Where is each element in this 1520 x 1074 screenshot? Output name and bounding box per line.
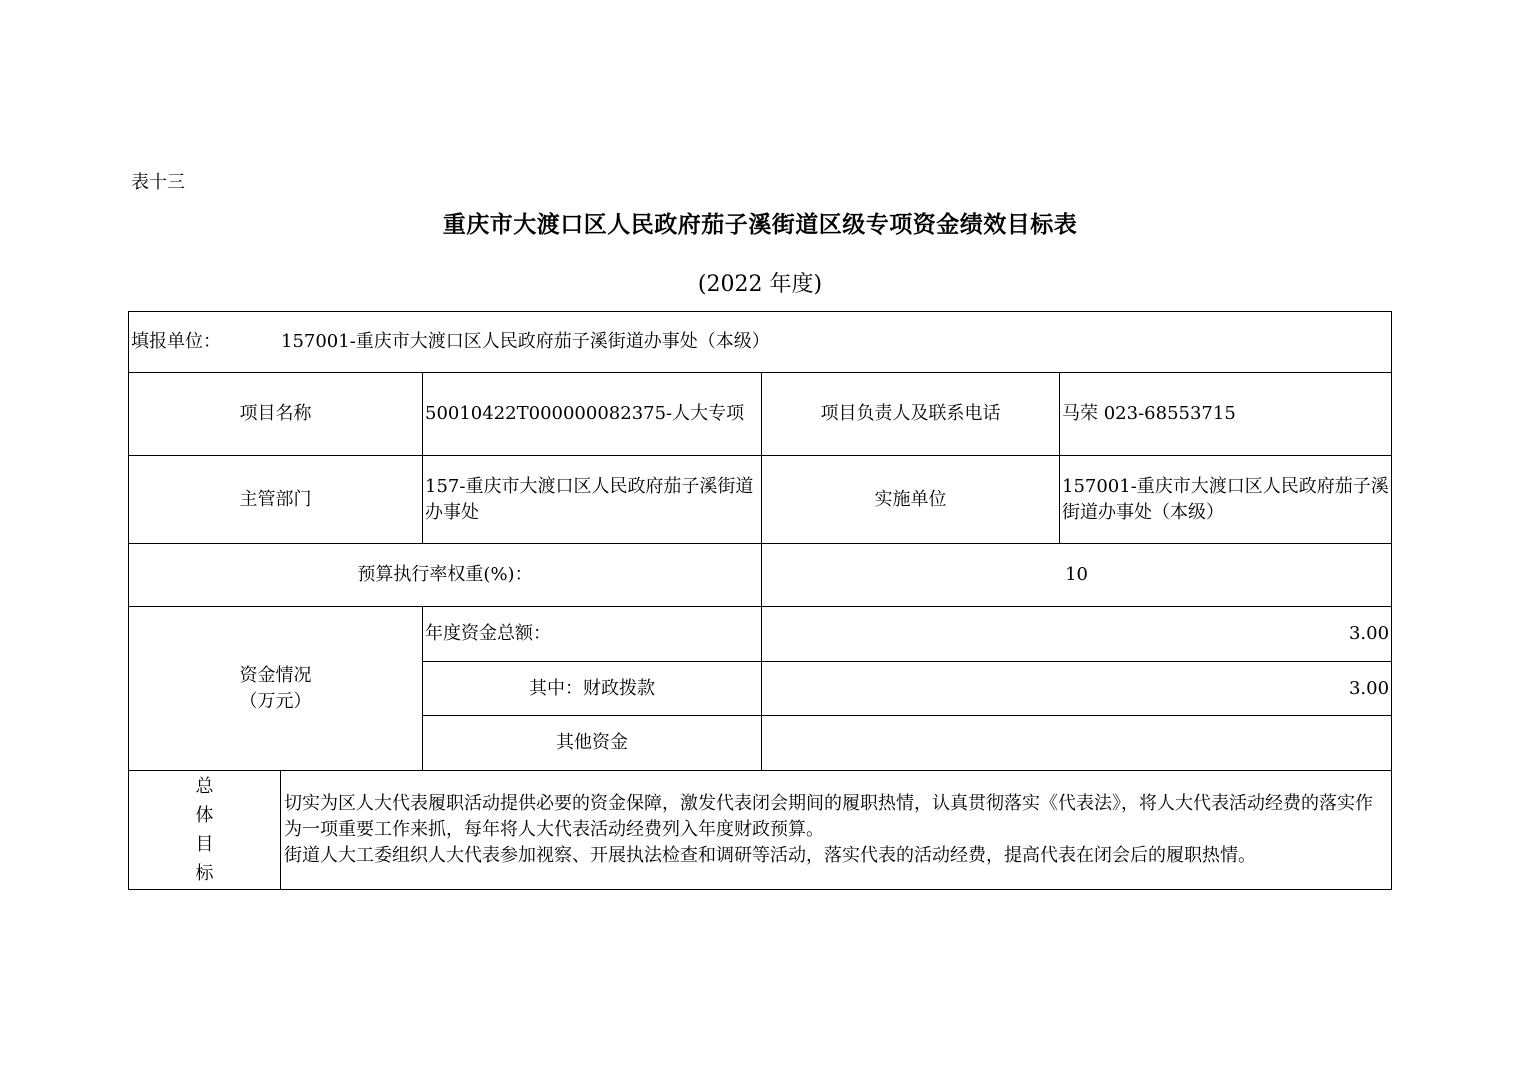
- impl-unit-value: 157001-重庆市大渡口区人民政府茄子溪街道办事处（本级）: [1060, 456, 1392, 544]
- dept-label: 主管部门: [129, 456, 423, 544]
- document-title: 重庆市大渡口区人民政府茄子溪街道区级专项资金绩效目标表: [442, 212, 1078, 238]
- other-funds-label: 其他资金: [423, 716, 762, 771]
- goal-label-char: 体: [195, 805, 214, 826]
- reporting-unit-value: 157001-重庆市大渡口区人民政府茄子溪街道办事处（本级）: [281, 331, 770, 352]
- reporting-unit-row: [129, 312, 1392, 373]
- project-row: [129, 373, 1392, 456]
- performance-goal-table: [128, 311, 1392, 890]
- annual-total-value: 3.00: [762, 607, 1392, 662]
- annual-total-row: [129, 607, 1392, 662]
- goal-paragraph-2: 街道人大工委组织人大代表参加视察、开展执法检查和调研等活动，落实代表的活动经费，提高代表在闭会后的履职热情。: [284, 845, 1256, 866]
- funds-label-line1: 资金情况: [239, 664, 312, 686]
- budget-weight-value: 10: [762, 544, 1392, 607]
- department-row: [129, 456, 1392, 544]
- project-name-value: 50010422T000000082375-人大专项: [423, 373, 762, 456]
- reporting-unit-label: 填报单位：: [131, 331, 221, 352]
- project-name-label: 项目名称: [129, 373, 423, 456]
- reporting-unit-cell: [129, 312, 1392, 373]
- dept-value: 157-重庆市大渡口区人民政府茄子溪街道办事处: [423, 456, 762, 544]
- fiscal-label: 其中：财政拨款: [423, 662, 762, 716]
- budget-weight-row: [129, 544, 1392, 607]
- budget-weight-label: 预算执行率权重(%)：: [129, 544, 762, 607]
- overall-goal-label: [129, 771, 281, 890]
- goal-label-char: 目: [195, 834, 214, 855]
- overall-goal-row: [129, 771, 1392, 890]
- impl-unit-label: 实施单位: [762, 456, 1060, 544]
- funds-label: [129, 607, 423, 771]
- project-contact-value: 马荣 023-68553715: [1060, 373, 1392, 456]
- table-number: 表十三: [131, 172, 185, 193]
- overall-goal-text: [281, 771, 1392, 890]
- project-contact-label: 项目负责人及联系电话: [762, 373, 1060, 456]
- goal-label-char: 总: [195, 776, 214, 797]
- funds-label-line2: （万元）: [239, 690, 312, 712]
- annual-total-label: 年度资金总额：: [423, 607, 762, 662]
- other-funds-value: [762, 716, 1392, 771]
- goal-label-char: 标: [195, 863, 214, 884]
- fiscal-value: 3.00: [762, 662, 1392, 716]
- document-subtitle: (2022 年度): [697, 272, 823, 297]
- goal-paragraph-1: 切实为区人大代表履职活动提供必要的资金保障，激发代表闭会期间的履职热情，认真贯彻落实《代表法》，将人大代表活动经费的落实作为一项重要工作来抓，每年将人大代表活动经费列入年度财政预算。: [284, 793, 1373, 840]
